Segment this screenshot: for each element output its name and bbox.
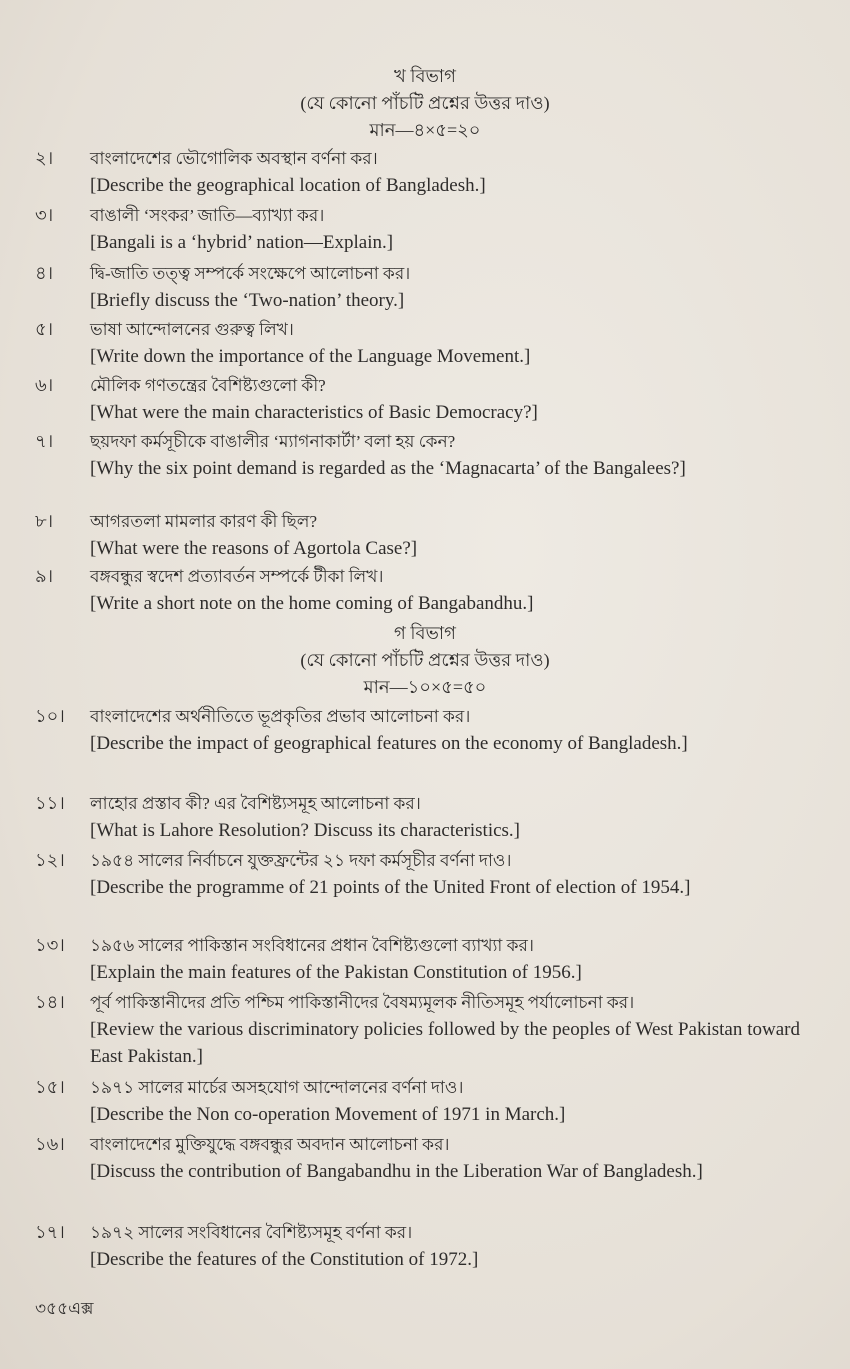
question-english: [What were the reasons of Agortola Case?] xyxy=(90,538,418,559)
question-item xyxy=(35,847,800,901)
question-english: [What is Lahore Resolution? Discuss its characteristics.] xyxy=(90,820,521,841)
question-english: [Write down the importance of the Language Movement.] xyxy=(90,346,531,367)
question-english: [Explain the main features of the Pakistan Constitution of 1956.] xyxy=(90,962,582,983)
question-number: ৩। xyxy=(35,205,54,225)
question-number: ৫। xyxy=(35,319,54,339)
question-item xyxy=(35,932,800,986)
question-number: ১৬। xyxy=(35,1134,65,1154)
question-english: [Describe the features of the Constitution of 1972.] xyxy=(90,1249,479,1270)
question-english: [Briefly discuss the ‘Two-nation’ theory.] xyxy=(90,290,405,311)
question-english: [Discuss the contribution of Bangabandhu in the Liberation War of Bangladesh.] xyxy=(90,1161,703,1182)
question-bengali: পূর্ব পাকিস্তানীদের প্রতি পশ্চিম পাকিস্তানীদের বৈষম্যমূলক নীতিসমূহ পর্যালোচনা কর। xyxy=(90,993,635,1012)
question-bengali: দ্বি-জাতি তত্ত্ব সম্পর্কে সংক্ষেপে আলোচনা কর। xyxy=(90,264,411,283)
question-english: [Describe the programme of 21 points of the United Front of election of 1954.] xyxy=(90,877,691,898)
question-item xyxy=(35,260,800,314)
section-instruction: (যে কোনো পাঁচটি প্রশ্নের উত্তর দাও) xyxy=(300,650,550,670)
question-item xyxy=(35,703,800,757)
question-number: ১২। xyxy=(35,850,65,870)
question-english: [Bangali is a ‘hybrid’ nation—Explain.] xyxy=(90,232,394,253)
question-item xyxy=(35,1074,800,1128)
question-item xyxy=(35,508,800,562)
question-english: [Describe the geographical location of Bangladesh.] xyxy=(90,175,486,196)
question-bengali: লাহোর প্রস্তাব কী? এর বৈশিষ্ট্যসমূহ আলোচনা কর। xyxy=(90,794,421,813)
question-bengali: ভাষা আন্দোলনের গুরুত্ব লিখ। xyxy=(90,320,294,339)
question-number: ৯। xyxy=(35,566,54,586)
section-marks: মান—১০×৫=৫০ xyxy=(363,677,487,697)
question-number: ১৫। xyxy=(35,1077,65,1097)
question-number: ১৩। xyxy=(35,935,65,955)
question-item xyxy=(35,1131,800,1185)
question-english: [Review the various discriminatory policies followed by the peoples of West Pakistan toward East Pakistan.] xyxy=(90,1019,800,1067)
question-english: [Why the six point demand is regarded as the ‘Magnacarta’ of the Bangalees?] xyxy=(90,458,686,479)
question-item xyxy=(35,145,800,199)
question-number: ৬। xyxy=(35,375,54,395)
question-number: ৪। xyxy=(35,263,54,283)
question-item xyxy=(35,790,800,844)
section-ga-header xyxy=(0,620,850,701)
question-bengali: বাংলাদেশের অর্থনীতিতে ভূপ্রকৃতির প্রভাব আলোচনা কর। xyxy=(90,707,471,726)
question-english: [Describe the impact of geographical features on the economy of Bangladesh.] xyxy=(90,733,688,754)
question-item xyxy=(35,428,800,482)
section-marks: মান—৪×৫=২০ xyxy=(369,120,481,140)
question-item xyxy=(35,563,800,617)
question-item xyxy=(35,372,800,426)
section-title: খ বিভাগ xyxy=(394,66,456,86)
question-number: ২। xyxy=(35,148,54,168)
question-english: [Describe the Non co-operation Movement of 1971 in March.] xyxy=(90,1104,566,1125)
question-bengali: ছয়দফা কর্মসূচীকে বাঙালীর ‘ম্যাগনাকার্টা’ বলা হয় কেন? xyxy=(90,432,456,451)
question-number: ১৪। xyxy=(35,992,65,1012)
paper-code: ৩৫৫এক্স xyxy=(35,1299,94,1318)
section-title: গ বিভাগ xyxy=(394,623,456,643)
question-item xyxy=(35,202,800,256)
question-number: ১১। xyxy=(35,793,65,813)
question-english: [Write a short note on the home coming of Bangabandhu.] xyxy=(90,593,534,614)
question-bengali: ১৯৫৪ সালের নির্বাচনে যুক্তফ্রন্টের ২১ দফা কর্মসূচীর বর্ণনা দাও। xyxy=(90,851,512,870)
question-bengali: আগরতলা মামলার কারণ কী ছিল? xyxy=(90,512,318,531)
question-bengali: ১৯৫৬ সালের পাকিস্তান সংবিধানের প্রধান বৈশিষ্ট্যগুলো ব্যাখ্যা কর। xyxy=(90,936,534,955)
question-english: [What were the main characteristics of Basic Democracy?] xyxy=(90,402,538,423)
question-bengali: বাঙালী ‘সংকর’ জাতি—ব্যাখ্যা কর। xyxy=(90,206,325,225)
question-bengali: বঙ্গবন্ধুর স্বদেশ প্রত্যাবর্তন সম্পর্কে টীকা লিখ। xyxy=(90,567,384,586)
question-number: ১০। xyxy=(35,706,65,726)
question-item xyxy=(35,1219,800,1273)
question-item xyxy=(35,316,800,370)
question-bengali: মৌলিক গণতন্ত্রের বৈশিষ্ট্যগুলো কী? xyxy=(90,376,326,395)
question-number: ৮। xyxy=(35,511,54,531)
question-number: ৭। xyxy=(35,431,54,451)
section-instruction: (যে কোনো পাঁচটি প্রশ্নের উত্তর দাও) xyxy=(300,93,550,113)
question-bengali: বাংলাদেশের ভৌগোলিক অবস্থান বর্ণনা কর। xyxy=(90,149,378,168)
question-item xyxy=(35,989,800,1070)
question-bengali: ১৯৭২ সালের সংবিধানের বৈশিষ্ট্যসমূহ বর্ণনা কর। xyxy=(90,1223,413,1242)
section-kha-header xyxy=(0,63,850,144)
question-bengali: ১৯৭১ সালের মার্চের অসহযোগ আন্দোলনের বর্ণনা দাও। xyxy=(90,1078,464,1097)
question-number: ১৭। xyxy=(35,1222,65,1242)
question-bengali: বাংলাদেশের মুক্তিযুদ্ধে বঙ্গবন্ধুর অবদান আলোচনা কর। xyxy=(90,1135,450,1154)
